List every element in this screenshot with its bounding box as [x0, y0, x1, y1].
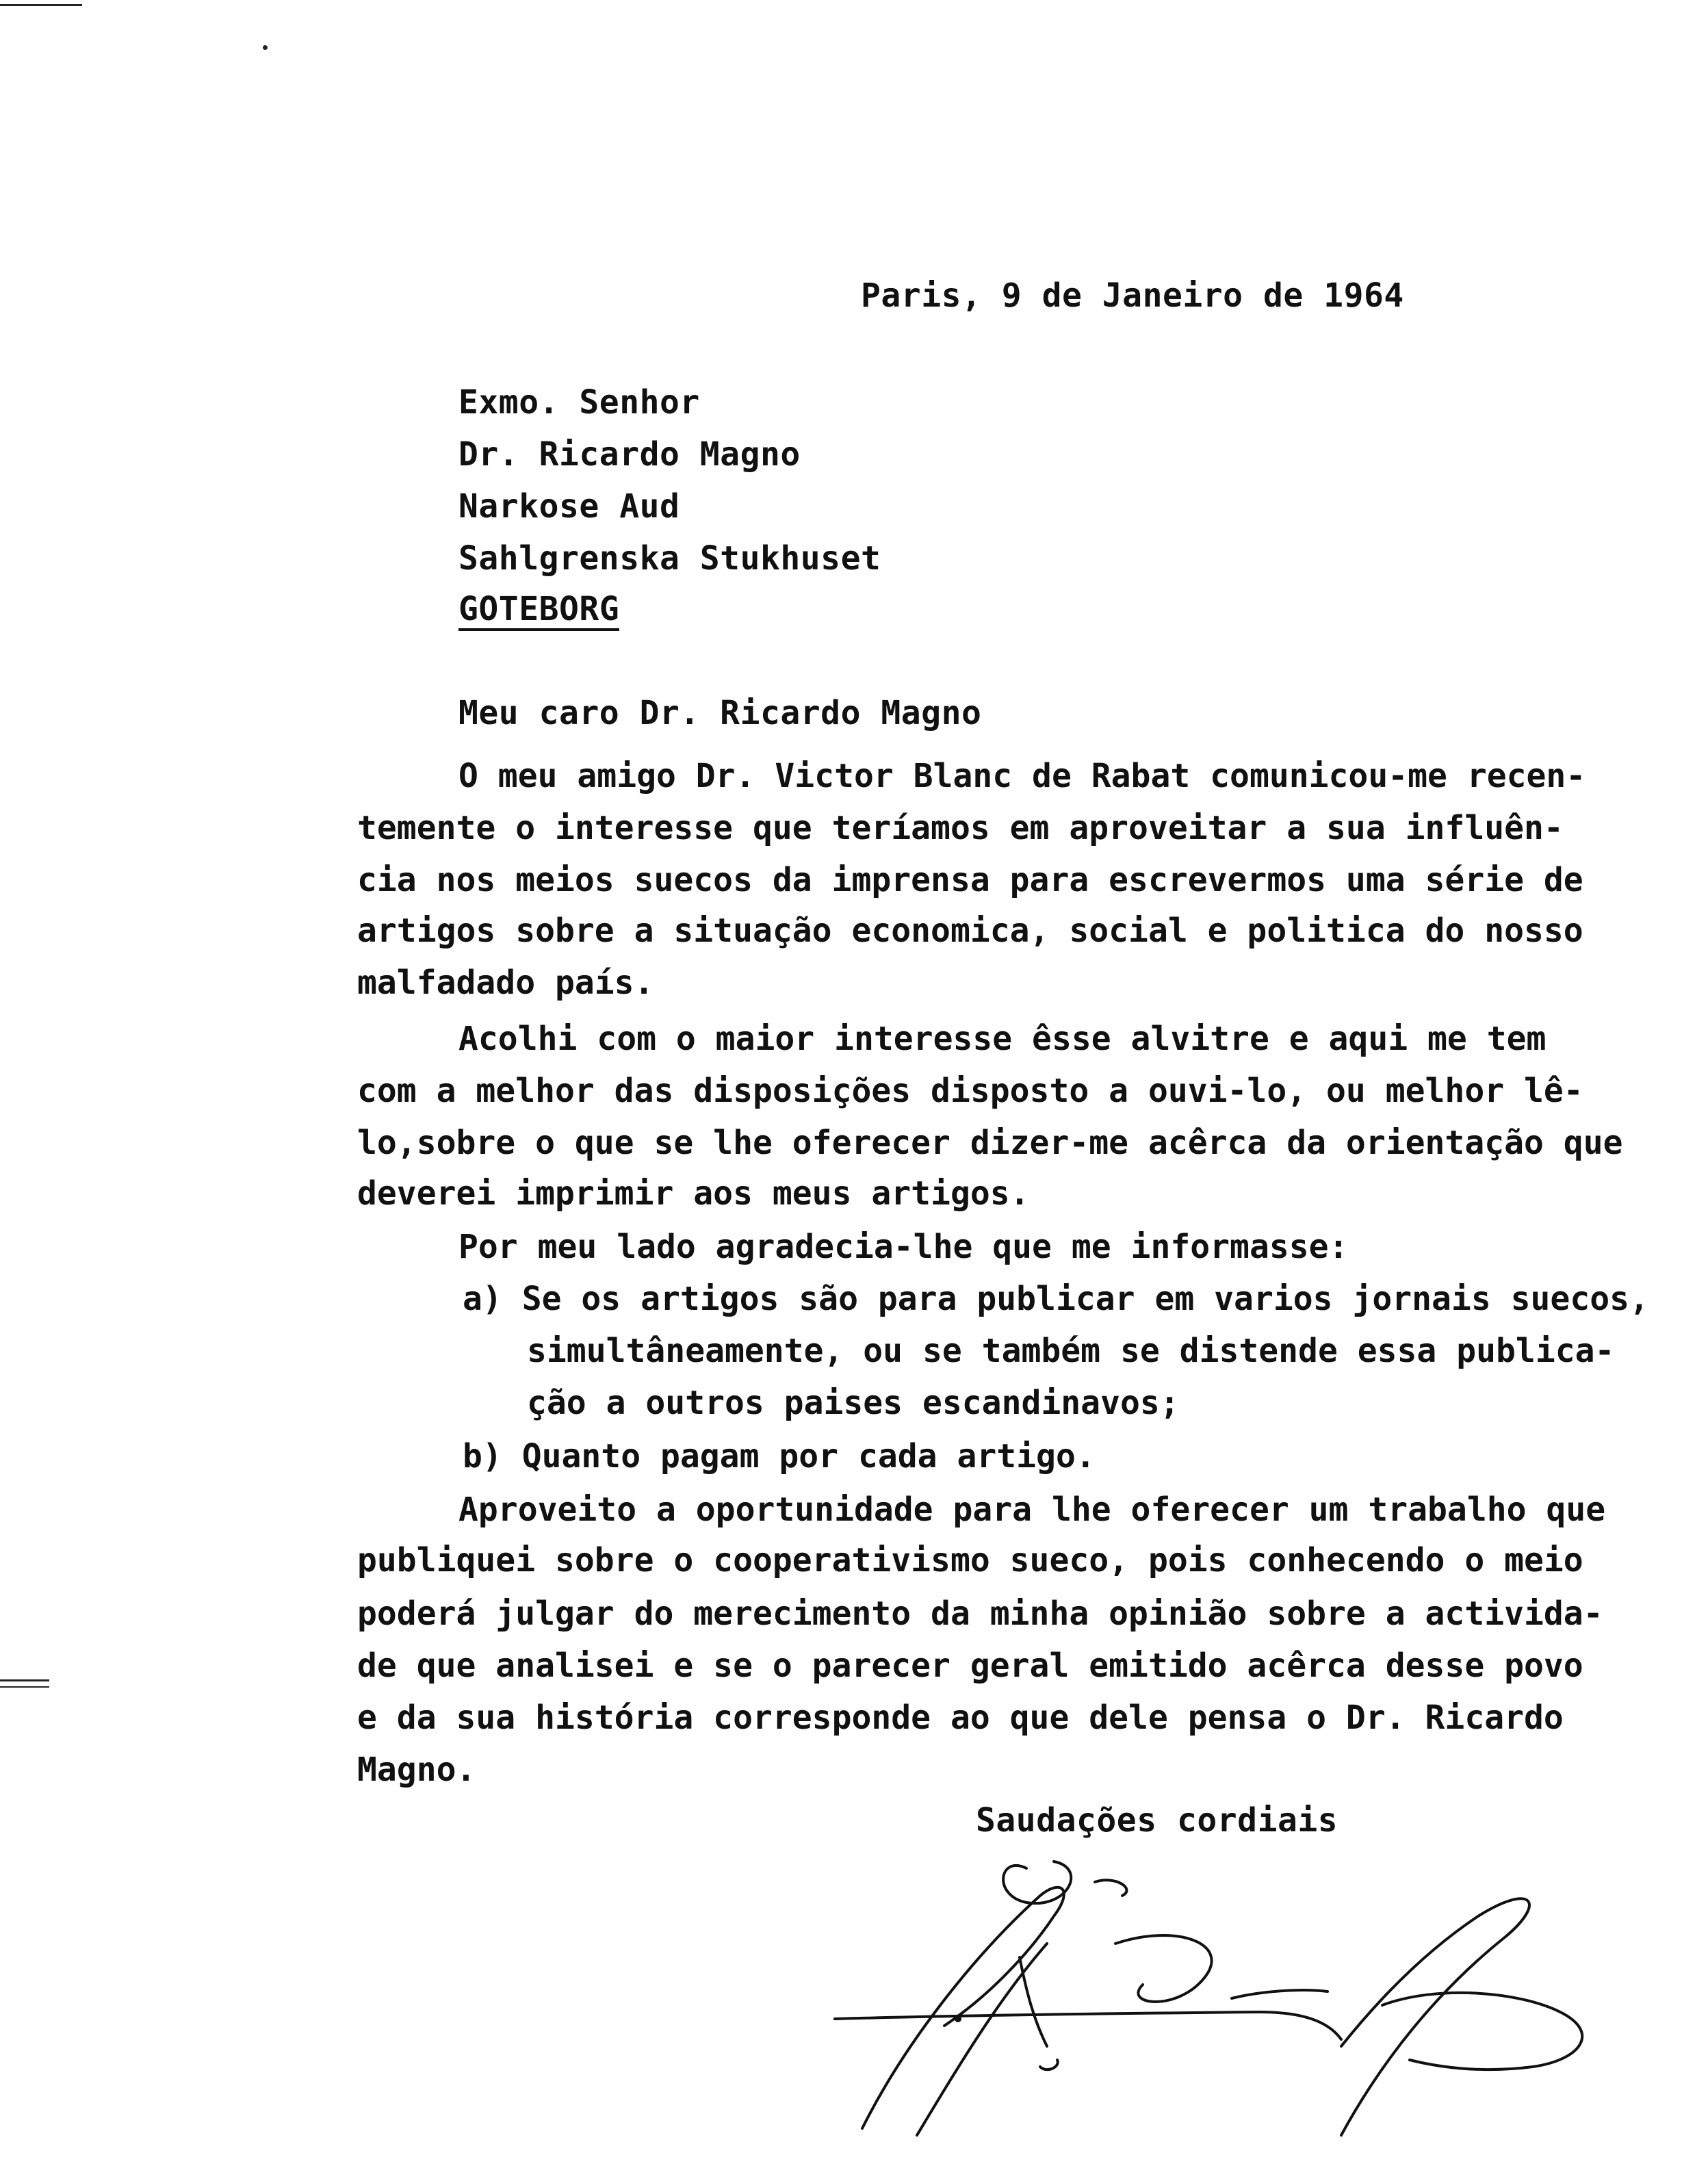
scan-mark-left-2 — [0, 1686, 49, 1688]
body-line: Por meu lado agradecia-lhe que me informasse: — [458, 1228, 1349, 1266]
closing: Saudações cordiais — [976, 1801, 1338, 1840]
scan-dot — [263, 45, 268, 50]
list-item-a: a) Se os artigos são para publicar em varios jornais suecos, — [463, 1280, 1649, 1318]
body-line: Acolhi com o maior interesse êsse alvitre e aqui me tem — [458, 1020, 1547, 1058]
body-line: Aproveito a oportunidade para lhe oferecer um trabalho que — [458, 1491, 1606, 1529]
body-line: Magno. — [357, 1751, 476, 1789]
body-line: com a melhor das disposições disposto a ouvi-lo, ou melhor lê- — [357, 1072, 1583, 1110]
body-line: lo,sobre o que se lhe oferecer dizer-me acêrca da orientação que — [357, 1124, 1623, 1162]
scan-mark-top-left — [0, 4, 82, 6]
recipient-department: Narkose Aud — [458, 487, 680, 526]
body-line: malfadado país. — [357, 964, 654, 1002]
salutation: Meu caro Dr. Ricardo Magno — [458, 694, 982, 732]
recipient-city: GOTEBORG — [458, 593, 619, 631]
recipient-title: Exmo. Senhor — [458, 383, 700, 422]
recipient-hospital: Sahlgrenska Stukhuset — [458, 539, 881, 578]
body-line: publiquei sobre o cooperativismo sueco, pois conhecendo o meio — [357, 1541, 1583, 1580]
body-line: artigos sobre a situação economica, social e politica do nosso — [357, 912, 1583, 950]
body-line: cia nos meios suecos da imprensa para escrevermos uma série de — [357, 861, 1583, 899]
body-line: deverei imprimir aos meus artigos. — [357, 1174, 1030, 1213]
body-line: de que analisei e se o parecer geral emitido acêrca desse povo — [357, 1647, 1583, 1685]
signature — [821, 1841, 1683, 2169]
list-item-b: b) Quanto pagam por cada artigo. — [463, 1437, 1096, 1475]
body-line: temente o interesse que teríamos em aproveitar a sua influên- — [357, 809, 1564, 847]
scan-mark-left — [0, 1679, 49, 1681]
body-line: poderá julgar do merecimento da minha opinião sobre a activida- — [357, 1595, 1603, 1633]
list-item-a-cont: simultâneamente, ou se também se distende essa publica- — [527, 1332, 1615, 1370]
letter-date: Paris, 9 de Janeiro de 1964 — [861, 276, 1404, 315]
recipient-name: Dr. Ricardo Magno — [458, 435, 801, 474]
list-item-a-cont: ção a outros paises escandinavos; — [527, 1384, 1180, 1422]
body-line: O meu amigo Dr. Victor Blanc de Rabat comunicou-me recen- — [458, 757, 1586, 795]
body-line: e da sua história corresponde ao que dele pensa o Dr. Ricardo — [357, 1699, 1564, 1737]
